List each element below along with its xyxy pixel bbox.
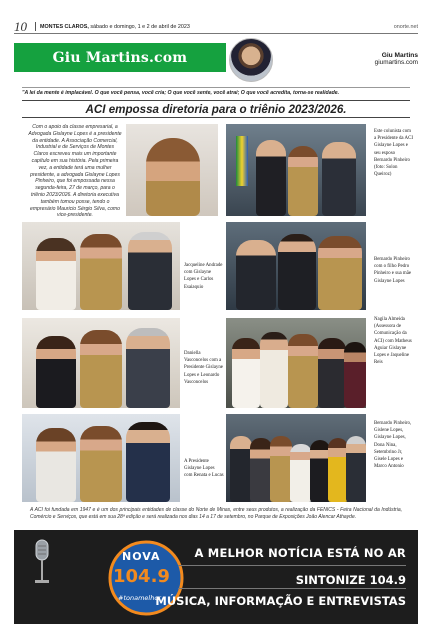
ad-tune-in: SINTONIZE 104.9: [295, 573, 406, 587]
headline: ACI empossa diretoria para o triênio 2023/2026.: [85, 102, 347, 116]
edition-city: MONTES CLAROS,: [40, 23, 89, 30]
ad-slogan: A MELHOR NOTÍCIA ESTÁ NO AR: [194, 546, 406, 560]
column-title: Giu Martins.com: [52, 49, 188, 66]
byline: [375, 52, 418, 66]
author-handle: giumartins.com: [374, 59, 418, 66]
quote: "A lei da mente é implacável. O que você pensa, você cria; O que você sente, você atrai; O que você acredita, torna-se realidade.: [22, 87, 410, 96]
edition-date: [40, 24, 190, 30]
photo-bernardo-pedro: [226, 222, 366, 310]
radio-hashtag: #tonamelhor: [118, 594, 161, 602]
ad-divider-2: [178, 588, 406, 589]
author-portrait: [229, 38, 273, 82]
caption-3: Bernardo Pinheiro com o filho Pedro Pinheiro e sua mãe Gislayne Lopes: [374, 257, 412, 284]
photo-columnist-couple: [226, 124, 366, 216]
headline-box: [22, 100, 410, 118]
ad-tagline: MÚSICA, INFORMAÇÃO E ENTREVISTAS: [155, 594, 406, 608]
photo-nagila-group: [226, 318, 366, 408]
caption-6: A Presidente Gislayne Lopes com Renata e Lucas: [184, 459, 224, 479]
microphone-icon: [32, 538, 52, 586]
caption-5: Nagila Almeida (Assessora de Comunicação da ACI) com Matheus Aguiar Gislayne Lopes e Jaqueline Reis: [374, 317, 412, 366]
photo-renata-lucas: [22, 414, 180, 502]
caption-4: Daniella Vasconcelos com a Presidente Gislayne Lopes e Leonardo Vasconcelos: [184, 351, 223, 385]
photo-family-group: [226, 414, 366, 502]
photo-gislayne-portrait: [126, 124, 218, 216]
header-divider: [35, 22, 36, 31]
author-name: Giu Martins: [381, 52, 418, 59]
radio-advertisement: [14, 530, 418, 624]
page-number: 10: [14, 18, 27, 34]
radio-brand: NOVA: [122, 550, 161, 563]
site-url: onorte.net: [393, 23, 418, 30]
photo-daniella-leonardo: [22, 318, 180, 408]
intro-text: Com o apoio da classe empresarial, a Advogada Gislayne Lopes é a presidente da entidade. A Associação Comercial, Industrial e de Serviços de Montes Claros escreveu mais um importante capítulo em sua história. Pela primeira vez, a entidade terá uma mulher presidente, a advogada Gislayne Lopes Pinheiro, que foi empossada nessa segunda-feira, 27 de março, para o triênio 2023/2026. A diretoria executiva também tomou posse, tendo o empresário Mauricio Sérgio Silva, como vice-presidente.: [28, 124, 122, 219]
caption-7: Bernardo Pinheiro, Gislene Lopes, Gislayne Lopes, Dona Nina, Setembrino Jr, Gisele Lopes e Marco Antonio: [374, 421, 412, 470]
footer-text: A ACI foi fundada em 1947 e é um dos principais entidades de classe do Norte de Minas, entre seus produtos, a realização da FENICS - Feira Nacional da Indústria, Comércio e Serviços, que está em sua 28ª edição e será realizada nos dias 14 a 17 de setembro, no Parque de Exposições João Alencar Athayde.: [30, 507, 402, 520]
page-header: [14, 20, 418, 34]
radio-frequency: 104.9: [113, 566, 170, 587]
column-banner: [14, 43, 226, 72]
caption-2: Jacqueline Andrade com Gislayne Lopes e Carlos Esaiaquio: [184, 263, 223, 290]
caption-1: Este colunista com a Presidente da ACI Gislayne Lopes e seu esposo Bernardo Pinheiro (foto: Solon Queiroz): [374, 129, 413, 178]
ad-divider-1: [178, 565, 406, 566]
edition-day: sábado e domingo, 1 e 2 de abril de 2023: [90, 23, 190, 30]
photo-jacqueline-carlos: [22, 222, 180, 310]
